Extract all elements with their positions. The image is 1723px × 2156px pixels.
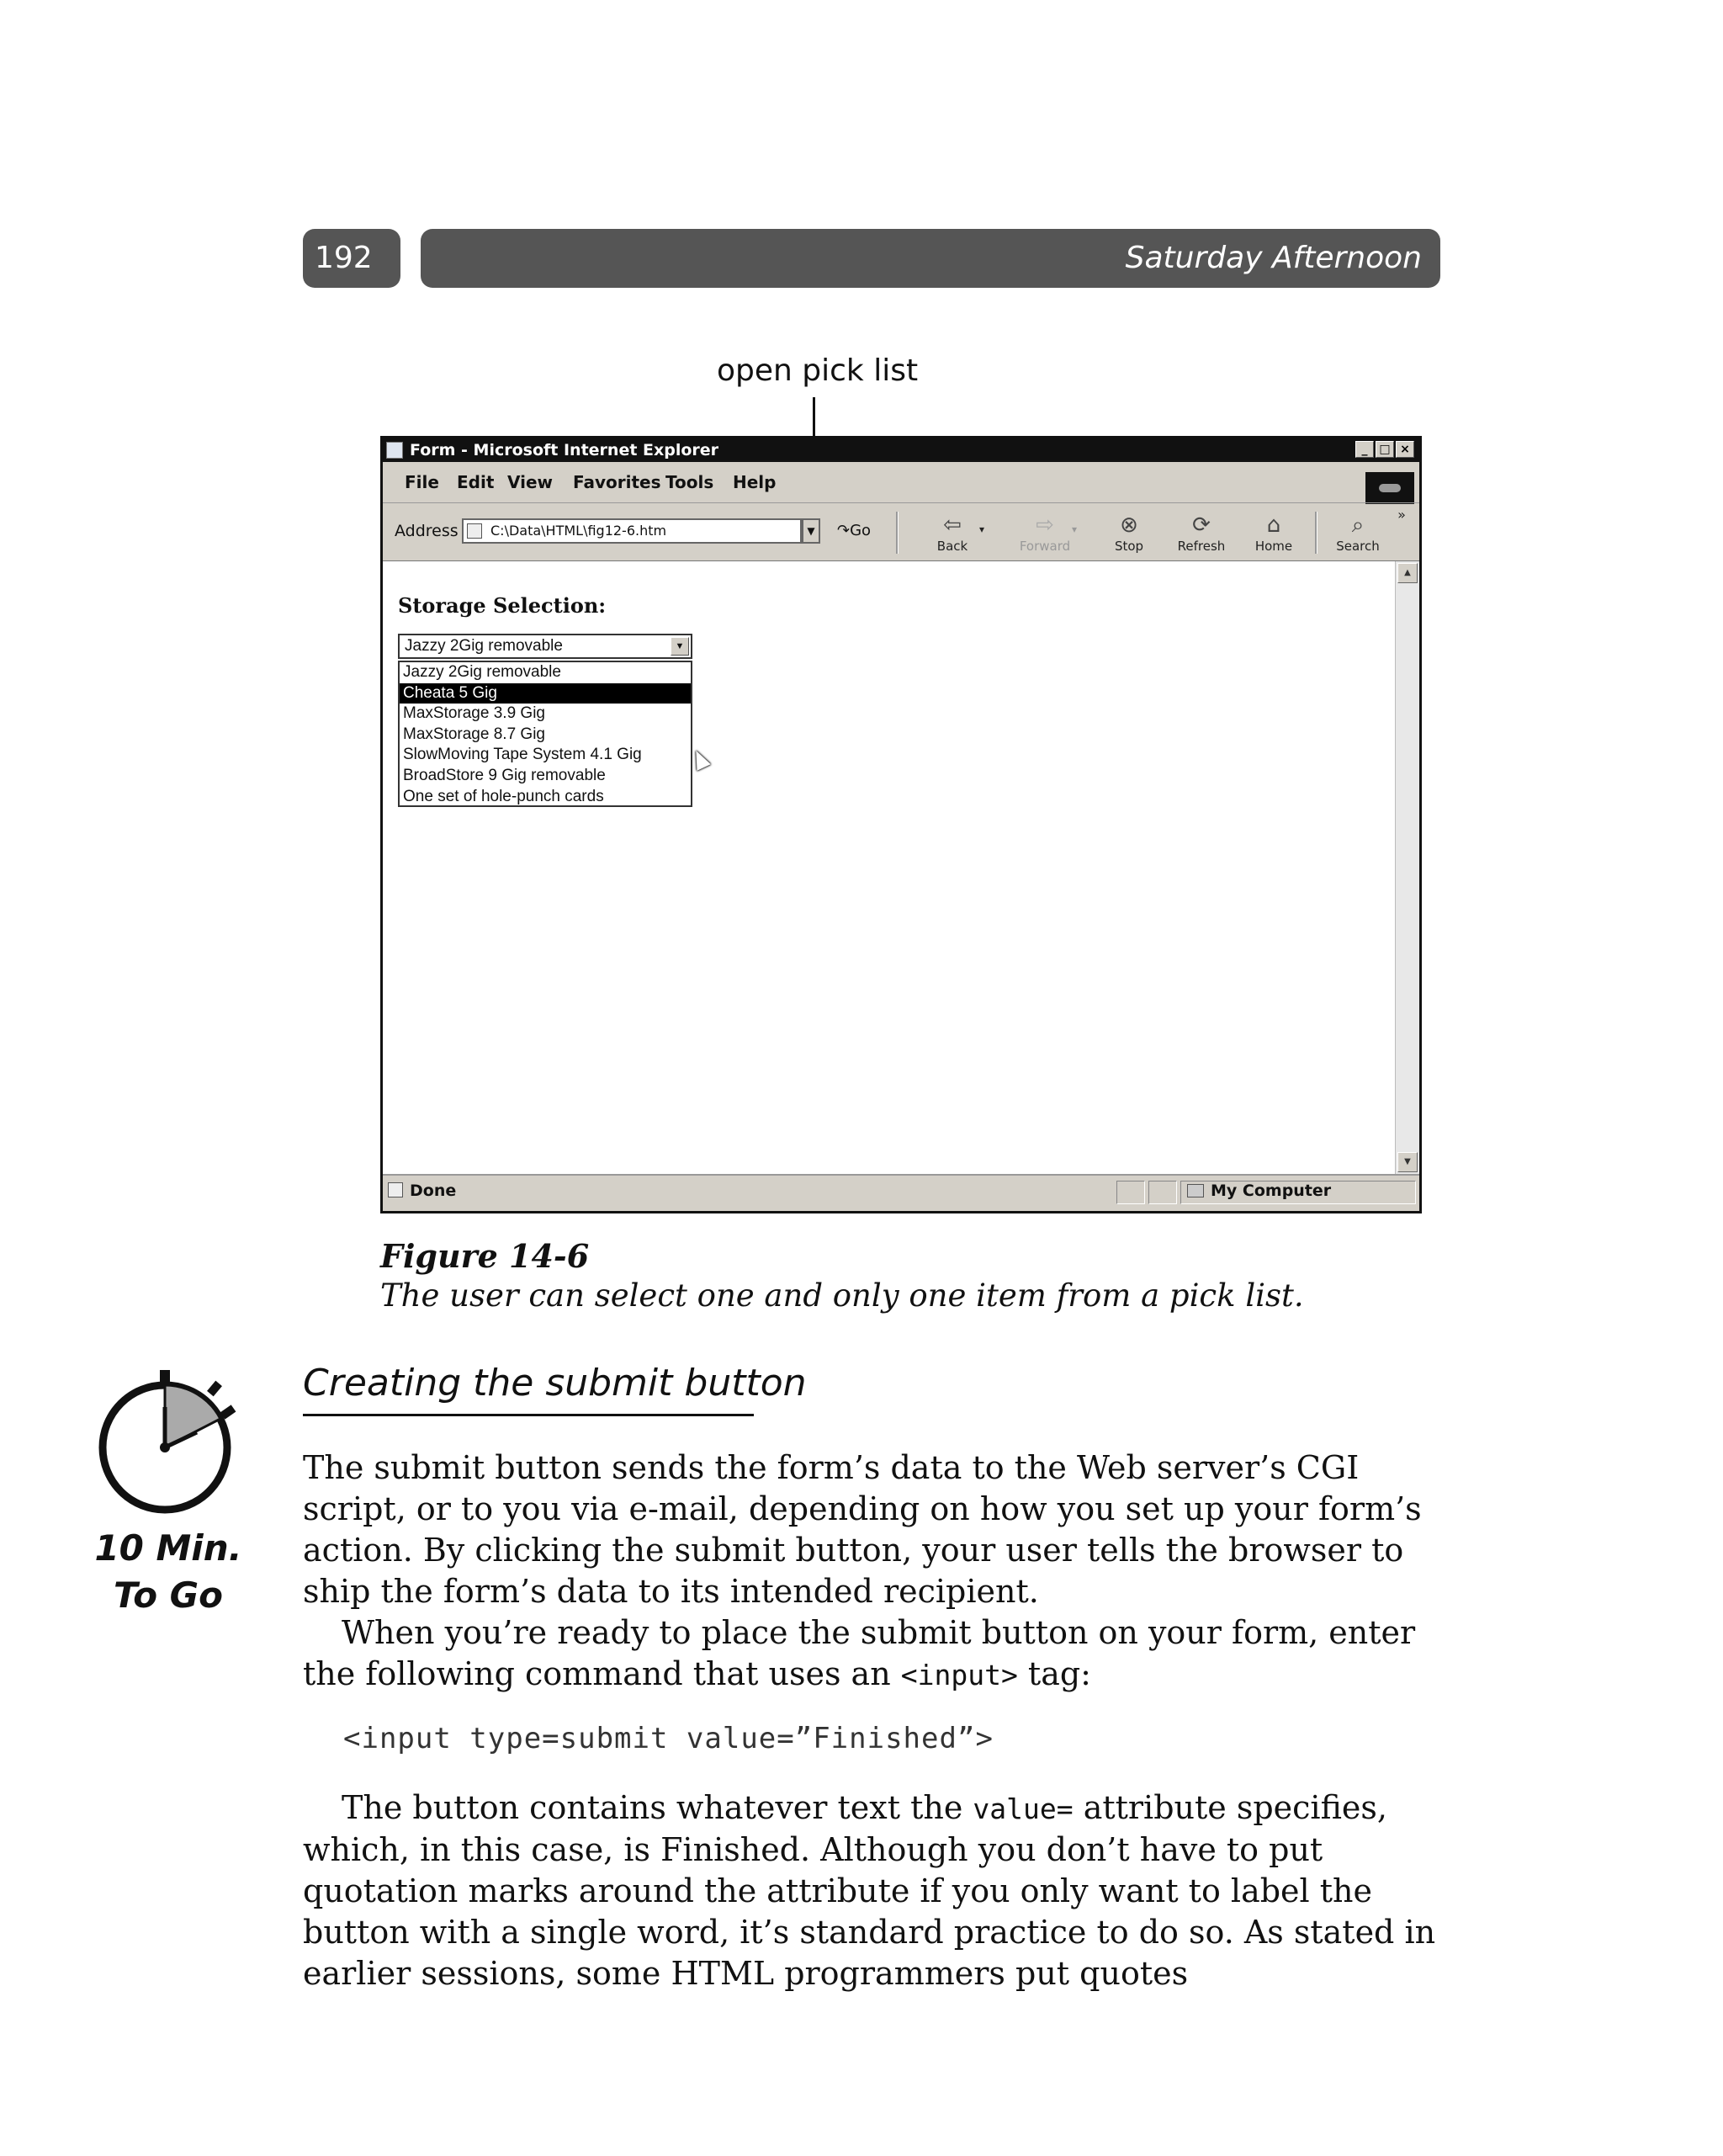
stop-label: Stop	[1114, 539, 1144, 554]
search-label: Search	[1336, 539, 1380, 554]
search-button[interactable]	[1328, 513, 1387, 554]
page-content	[383, 561, 1395, 1174]
status-bar	[383, 1174, 1419, 1211]
page-number: 192	[303, 229, 400, 288]
mouse-pointer-icon	[689, 747, 711, 771]
page-icon	[467, 523, 482, 539]
window-title: Form - Microsoft Internet Explorer	[410, 441, 719, 459]
stop-icon: ⊗	[1120, 512, 1138, 538]
forward-arrow-icon: ⇨	[1036, 512, 1054, 538]
go-button[interactable]	[837, 522, 871, 539]
toolbar-overflow-icon[interactable]: »	[1397, 507, 1406, 523]
list-item[interactable]: MaxStorage 3.9 Gig	[403, 704, 545, 723]
vertical-scrollbar[interactable]	[1395, 561, 1419, 1174]
inline-code: <input>	[900, 1659, 1018, 1691]
forward-dropdown-icon[interactable]: ▾	[1071, 523, 1078, 535]
paragraph-text: The submit button sends the form’s data to the Web server’s CGI script, or to you via e-mail, depending on how you set up your form’s action. By clicking the submit button, your user tells the browser to ship the form’s data to its intended recipient.	[303, 1449, 1422, 1610]
browser-window-screenshot	[380, 436, 1422, 1213]
ie-app-icon	[386, 442, 403, 459]
list-item-highlighted[interactable]: Cheata 5 Gig	[400, 683, 691, 704]
callout-label: open pick list	[717, 353, 919, 388]
running-header: Saturday Afternoon	[421, 229, 1440, 288]
forward-label: Forward	[1019, 539, 1071, 554]
list-item[interactable]: BroadStore 9 Gig removable	[403, 766, 606, 784]
close-button[interactable]: ×	[1396, 441, 1414, 458]
section-title: Creating the submit button	[303, 1362, 807, 1405]
menu-edit[interactable]: Edit	[457, 472, 495, 492]
menu-help[interactable]: Help	[733, 472, 777, 492]
address-dropdown-button[interactable]: ▼	[802, 518, 820, 544]
body-paragraph-1	[303, 1447, 1447, 1696]
inline-code: value=	[973, 1792, 1074, 1825]
maximize-button[interactable]: □	[1376, 441, 1394, 458]
address-toolbar	[383, 502, 1419, 561]
go-arrow-icon: ↷	[837, 522, 851, 539]
stop-button[interactable]	[1100, 513, 1158, 554]
stopwatch-icon	[93, 1363, 244, 1515]
title-bar	[383, 438, 1419, 462]
figure-number: Figure 14-6	[380, 1237, 590, 1275]
chevron-down-icon[interactable]: ▼	[671, 637, 689, 656]
status-text: Done	[410, 1182, 457, 1200]
timer-label	[93, 1525, 244, 1619]
scroll-up-icon[interactable]: ▲	[1397, 563, 1418, 583]
paragraph-text: The button contains whatever text the	[342, 1789, 973, 1826]
home-icon: ⌂	[1266, 512, 1281, 538]
paragraph-text: When you’re ready to place the submit button on your form, enter the following command that uses an	[303, 1614, 1416, 1692]
menu-view[interactable]: View	[507, 472, 554, 492]
list-item[interactable]: One set of hole-punch cards	[403, 787, 604, 805]
minimize-button[interactable]: _	[1355, 441, 1374, 458]
computer-icon	[1187, 1184, 1204, 1197]
body-paragraph-3	[303, 1787, 1447, 1994]
menu-file[interactable]: File	[405, 472, 439, 492]
paragraph-text: tag:	[1017, 1655, 1091, 1692]
go-label: Go	[850, 522, 872, 539]
figure-caption: The user can select one and only one item from a pick list.	[380, 1277, 1304, 1314]
select-value: Jazzy 2Gig removable	[405, 637, 563, 655]
section-underline	[303, 1414, 754, 1416]
timer-line-2: To Go	[113, 1575, 224, 1616]
paragraph-2	[303, 1612, 1447, 1696]
toolbar-separator	[896, 512, 899, 554]
menu-tools[interactable]: Tools	[665, 472, 714, 492]
refresh-icon: ⟳	[1192, 512, 1211, 538]
status-cell	[1116, 1181, 1145, 1204]
list-item[interactable]: SlowMoving Tape System 4.1 Gig	[403, 746, 642, 764]
address-value: C:\Data\HTML\fig12-6.htm	[490, 523, 667, 539]
refresh-label: Refresh	[1177, 539, 1226, 554]
home-label: Home	[1254, 539, 1293, 554]
page-done-icon	[388, 1182, 403, 1197]
menu-bar	[383, 462, 1419, 502]
toolbar-separator	[1315, 512, 1317, 554]
refresh-button[interactable]	[1172, 513, 1231, 554]
paragraph-text: attribute specifies, which, in this case, is Finished. Although you don’t have to put quotation marks around the attribute if you only want to label the button with a single word, it’s standard practice to do so. As stated in earlier sessions, some HTML programmers put quotes	[303, 1789, 1436, 1992]
status-cell	[1148, 1181, 1177, 1204]
code-example: <input type=submit value=”Finished”>	[343, 1722, 994, 1755]
address-label: Address	[395, 522, 459, 540]
search-icon: ⌕	[1351, 512, 1365, 538]
list-item[interactable]: Jazzy 2Gig removable	[403, 663, 561, 681]
back-arrow-icon: ⇦	[943, 512, 962, 538]
back-label: Back	[936, 539, 968, 554]
back-dropdown-icon[interactable]: ▾	[978, 523, 985, 535]
zone-text: My Computer	[1211, 1182, 1332, 1200]
timer-line-1: 10 Min.	[94, 1527, 242, 1569]
address-input[interactable]	[462, 518, 802, 544]
menu-favorites[interactable]: Favorites	[573, 472, 661, 492]
windows-logo-icon	[1365, 472, 1414, 504]
scroll-down-icon[interactable]: ▼	[1397, 1152, 1418, 1172]
list-item[interactable]: MaxStorage 8.7 Gig	[403, 725, 545, 743]
home-button[interactable]	[1244, 513, 1303, 554]
form-heading: Storage Selection:	[398, 593, 607, 618]
storage-select[interactable]	[398, 634, 692, 659]
pick-list	[398, 661, 692, 807]
